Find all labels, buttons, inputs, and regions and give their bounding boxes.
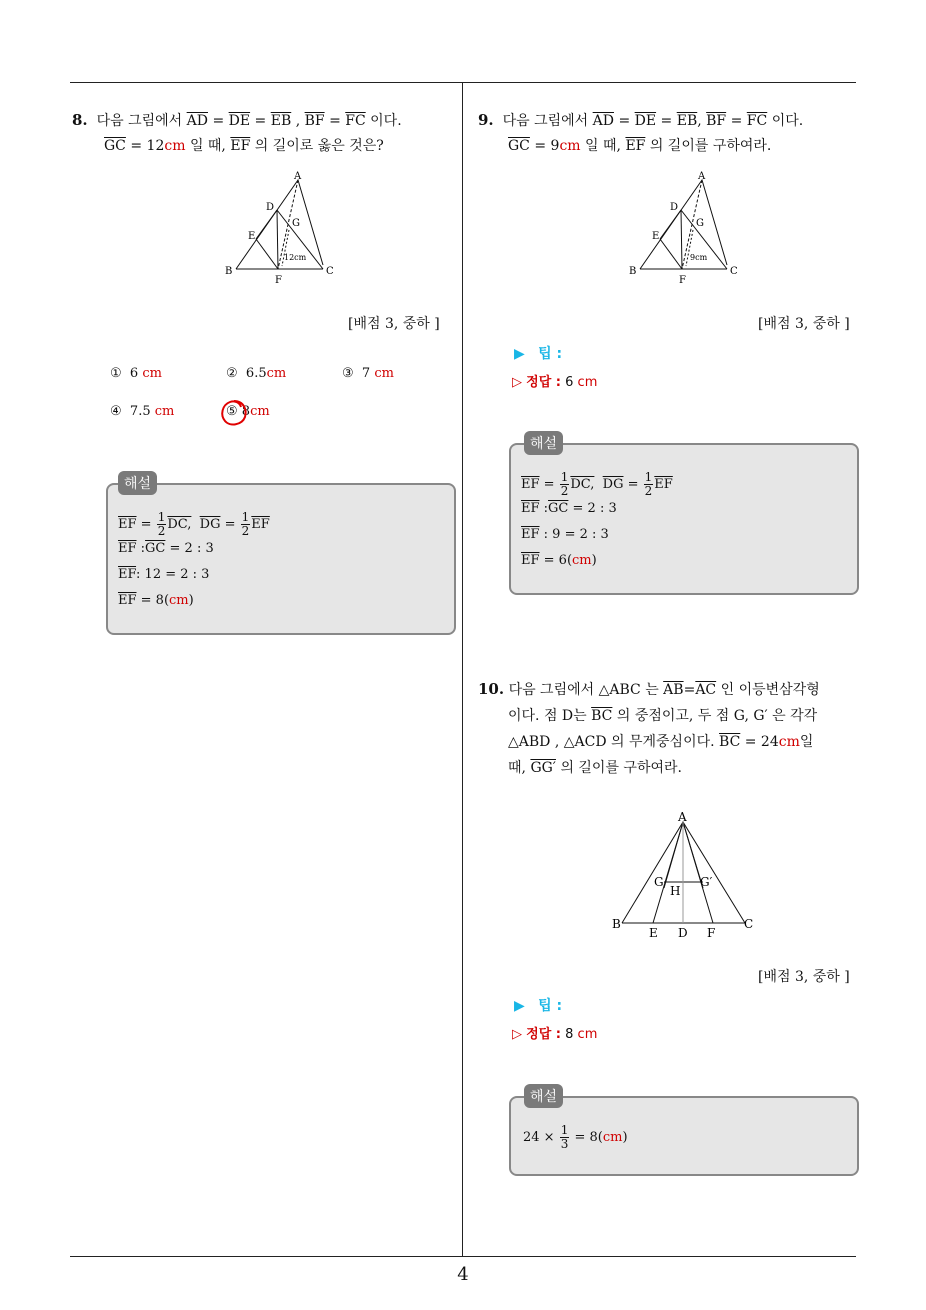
ratio-value: = 2 : 3 bbox=[572, 501, 617, 516]
triangle-figure-8 bbox=[220, 168, 340, 288]
paren: ) bbox=[591, 553, 597, 568]
question-text: 일 bbox=[799, 734, 814, 750]
question-8 bbox=[72, 108, 456, 159]
correct-answer-circle bbox=[218, 397, 250, 429]
play-icon: ▶ bbox=[514, 998, 525, 1014]
segment-fc: $\overline{FC}$ bbox=[746, 113, 768, 129]
solution-box-8 bbox=[106, 483, 456, 635]
label-b: B bbox=[612, 917, 621, 931]
fraction bbox=[644, 471, 654, 498]
choice-mark: ⑤ bbox=[226, 404, 238, 419]
unit: cm bbox=[778, 734, 800, 750]
segment-eb: $\overline{EB}$ bbox=[270, 113, 292, 129]
label-gprime: G′ bbox=[700, 875, 713, 889]
score-10: [배점 3, 중하 ] bbox=[758, 969, 850, 985]
segment-ef: $\overline{EF}$ bbox=[251, 517, 270, 532]
score-8: [배점 3, 중하 ] bbox=[348, 316, 440, 332]
label-a: A bbox=[698, 171, 706, 182]
segment-ef: $\overline{EF}$ bbox=[654, 477, 673, 492]
unit: cm bbox=[266, 366, 287, 381]
tip-row-10 bbox=[514, 995, 562, 1015]
expression: 24 × bbox=[523, 1130, 555, 1145]
play-icon: ▶ bbox=[514, 346, 525, 362]
denominator: 2 bbox=[560, 484, 569, 498]
segment-de: $\overline{DE}$ bbox=[634, 113, 657, 129]
comma: , bbox=[295, 113, 301, 129]
label-a: A bbox=[294, 171, 302, 182]
segment-ad: $\overline{AD}$ bbox=[592, 113, 614, 129]
solution-line-4 bbox=[521, 553, 597, 568]
segment-ef: $\overline{EF}$ bbox=[118, 567, 137, 582]
choice-mark: ① bbox=[110, 366, 122, 381]
segment-dg: $\overline{DG}$ bbox=[602, 477, 624, 492]
numerator: 1 bbox=[560, 1123, 569, 1137]
equals: = bbox=[618, 113, 631, 129]
equals: = bbox=[627, 477, 639, 492]
question-text: 일 때, bbox=[585, 138, 621, 154]
question-text: 의 길이를 구하여라. bbox=[560, 760, 682, 776]
label-c: C bbox=[730, 266, 738, 277]
segment-eb: $\overline{EB}$ bbox=[676, 113, 698, 129]
ratio-value: : 12 = 2 : 3 bbox=[136, 567, 210, 582]
segment-ef: $\overline{EF}$ bbox=[625, 138, 646, 154]
unit: cm bbox=[164, 138, 186, 154]
segment-ab: $\overline{AB}$ bbox=[663, 682, 684, 698]
segment-gc: $\overline{GC}$ bbox=[548, 501, 569, 516]
question-text: 의 중점이고, 두 점 G, G′ 은 각각 bbox=[616, 708, 818, 724]
paren: ) bbox=[188, 593, 194, 608]
label-d: D bbox=[670, 202, 679, 213]
segment-dc: DC, bbox=[167, 517, 192, 532]
result: = 8( bbox=[574, 1130, 603, 1145]
tip-row-9 bbox=[514, 343, 562, 363]
unit: cm bbox=[154, 404, 175, 419]
ratio: : bbox=[140, 541, 146, 556]
question-number: 8. bbox=[72, 111, 88, 129]
question-text: 인 이등변삼각형 bbox=[720, 682, 820, 698]
answer-row-10 bbox=[512, 1023, 597, 1042]
solution-line-3 bbox=[521, 527, 609, 542]
question-9 bbox=[478, 108, 862, 159]
paren: ) bbox=[622, 1130, 628, 1145]
segment-ef: $\overline{EF}$ bbox=[118, 541, 137, 556]
numerator: 1 bbox=[644, 470, 653, 484]
equals: = bbox=[683, 682, 696, 698]
label-e: E bbox=[652, 231, 660, 242]
numerator: 1 bbox=[560, 470, 569, 484]
fraction bbox=[560, 471, 570, 498]
solution-box-10 bbox=[509, 1096, 859, 1176]
equals: = bbox=[254, 113, 267, 129]
segment-gc: $\overline{GC}$ bbox=[104, 138, 126, 154]
numerator: 1 bbox=[241, 510, 250, 524]
numerator: 1 bbox=[157, 510, 166, 524]
equals: = bbox=[224, 517, 236, 532]
segment-gc: $\overline{GC}$ bbox=[508, 138, 530, 154]
denominator: 2 bbox=[644, 484, 653, 498]
bottom-rule bbox=[70, 1256, 856, 1257]
equals: = bbox=[140, 517, 152, 532]
top-rule bbox=[70, 82, 856, 83]
triangle-figure-9 bbox=[624, 168, 744, 288]
choice-value: 8 bbox=[241, 404, 251, 419]
label-d: D bbox=[678, 926, 688, 940]
unit: cm bbox=[169, 593, 189, 608]
segment-fc: $\overline{FC}$ bbox=[345, 113, 366, 129]
unit: cm bbox=[602, 1130, 623, 1145]
segment-ef: $\overline{EF}$ bbox=[118, 593, 137, 608]
triangle-figure-10 bbox=[606, 806, 766, 942]
segment-ef: $\overline{EF}$ bbox=[521, 553, 540, 568]
segment-dc: DC, bbox=[570, 477, 595, 492]
fraction bbox=[560, 1124, 570, 1151]
question-10 bbox=[478, 676, 862, 781]
unit: cm bbox=[577, 375, 598, 390]
solution-line-4 bbox=[118, 593, 194, 608]
label-f: F bbox=[707, 926, 716, 940]
solution-tag: 해설 bbox=[524, 431, 563, 455]
unit: cm bbox=[142, 366, 162, 381]
unit: cm bbox=[577, 1027, 598, 1042]
denominator: 2 bbox=[157, 524, 166, 538]
segment-ef: $\overline{EF}$ bbox=[118, 517, 137, 532]
unit: cm bbox=[250, 404, 270, 419]
segment-bf: $\overline{BF}$ bbox=[706, 113, 727, 129]
choice-1[interactable] bbox=[110, 366, 162, 381]
question-text: 다음 그림에서 bbox=[502, 113, 589, 129]
solution-line-2 bbox=[118, 541, 214, 556]
label-c: C bbox=[744, 917, 754, 931]
segment-gc: $\overline{GC}$ bbox=[145, 541, 166, 556]
answer-value: 8 bbox=[565, 1027, 574, 1042]
question-text: 때, bbox=[508, 760, 526, 776]
equals: = bbox=[212, 113, 225, 129]
choice-value: 6 bbox=[129, 366, 139, 381]
solution-line-1 bbox=[118, 511, 270, 538]
label-a: A bbox=[678, 810, 687, 824]
choice-value: 6.5 bbox=[245, 366, 267, 381]
segment-ac: $\overline{AC}$ bbox=[695, 682, 717, 698]
question-text: 일 때, bbox=[189, 138, 226, 154]
segment-bf: $\overline{BF}$ bbox=[304, 113, 325, 129]
ratio-value: = 2 : 3 bbox=[169, 541, 214, 556]
answer-label: 정답 : bbox=[526, 375, 561, 390]
label-f: F bbox=[275, 275, 282, 286]
segment-ef: $\overline{EF}$ bbox=[521, 501, 540, 516]
segment-ef: $\overline{EF}$ bbox=[521, 477, 540, 492]
solution-tag: 해설 bbox=[524, 1084, 563, 1108]
question-text: 다음 그림에서 △ABC 는 bbox=[508, 682, 659, 698]
label-c: C bbox=[326, 266, 334, 277]
segment-ef: $\overline{EF}$ bbox=[230, 138, 251, 154]
question-text: 다음 그림에서 bbox=[96, 113, 183, 129]
solution-line-2 bbox=[521, 501, 617, 516]
fraction bbox=[241, 511, 251, 538]
choice-mark: ② bbox=[226, 366, 238, 381]
label-b: B bbox=[629, 266, 637, 277]
segment-ggprime: GG′ bbox=[530, 760, 556, 776]
solution-box-9 bbox=[509, 443, 859, 595]
ratio: : bbox=[543, 501, 549, 516]
gc-value: = 12 bbox=[130, 138, 165, 154]
solution-line-3 bbox=[118, 567, 209, 582]
label-h: H bbox=[670, 884, 681, 898]
solution-line-1 bbox=[521, 471, 673, 498]
label-e: E bbox=[248, 231, 256, 242]
unit: cm bbox=[559, 138, 581, 154]
label-b: B bbox=[225, 266, 233, 277]
bc-value: = 24 bbox=[744, 734, 779, 750]
question-number: 10. bbox=[478, 680, 505, 698]
denominator: 3 bbox=[560, 1137, 569, 1151]
choice-mark: ④ bbox=[110, 404, 122, 419]
denominator: 2 bbox=[241, 524, 250, 538]
equals: = bbox=[660, 113, 673, 129]
answer-label: 정답 : bbox=[526, 1027, 561, 1042]
answer-arrow-icon: ▷ bbox=[512, 1027, 522, 1042]
segment-de: $\overline{DE}$ bbox=[228, 113, 251, 129]
tip-label: 팁 : bbox=[538, 998, 563, 1014]
choice-2[interactable] bbox=[226, 366, 286, 381]
label-g: G bbox=[292, 218, 300, 229]
label-f: F bbox=[679, 275, 686, 286]
question-text: 이다. bbox=[771, 113, 804, 129]
unit: cm bbox=[374, 366, 394, 381]
segment-bc: $\overline{BC}$ bbox=[591, 708, 613, 724]
segment-ef: $\overline{EF}$ bbox=[521, 527, 540, 542]
label-length: 12cm bbox=[284, 253, 307, 262]
choice-value: 7.5 bbox=[129, 404, 151, 419]
question-text: 이다. bbox=[370, 113, 402, 129]
unit: cm bbox=[572, 553, 592, 568]
choice-value: 7 bbox=[361, 366, 371, 381]
page-number: 4 bbox=[457, 1264, 469, 1285]
tip-label: 팁 : bbox=[538, 346, 563, 362]
question-text: 의 길이로 옳은 것은? bbox=[254, 138, 384, 154]
equals: = bbox=[730, 113, 743, 129]
question-text: 의 길이를 구하여라. bbox=[649, 138, 772, 154]
label-e: E bbox=[649, 926, 658, 940]
answer-arrow-icon: ▷ bbox=[512, 375, 522, 390]
question-text: △ABD , △ACD 의 무게중심이다. bbox=[508, 734, 715, 750]
score-9: [배점 3, 중하 ] bbox=[758, 316, 850, 332]
label-g: G bbox=[696, 218, 704, 229]
question-text: 이다. 점 D는 bbox=[508, 708, 587, 724]
label-g: G bbox=[654, 875, 664, 889]
choice-mark: ③ bbox=[342, 366, 354, 381]
answer-value: 6 bbox=[565, 375, 574, 390]
column-divider bbox=[462, 82, 463, 1256]
label-length: 9cm bbox=[690, 253, 708, 262]
comma: , bbox=[697, 113, 702, 129]
label-d: D bbox=[266, 202, 275, 213]
answer-row-9 bbox=[512, 371, 597, 390]
choice-4[interactable] bbox=[110, 404, 174, 419]
ratio-value: : 9 = 2 : 3 bbox=[543, 527, 609, 542]
solution-tag: 해설 bbox=[118, 471, 157, 495]
equals: = bbox=[329, 113, 341, 129]
gc-value: = 9 bbox=[534, 138, 560, 154]
segment-ad: $\overline{AD}$ bbox=[186, 113, 208, 129]
equals: = bbox=[543, 477, 555, 492]
result: = 6( bbox=[543, 553, 573, 568]
choice-3[interactable] bbox=[342, 366, 394, 381]
solution-line-1 bbox=[523, 1124, 628, 1151]
question-number: 9. bbox=[478, 111, 494, 129]
result: = 8( bbox=[140, 593, 170, 608]
fraction bbox=[157, 511, 167, 538]
segment-dg: $\overline{DG}$ bbox=[199, 517, 221, 532]
segment-bc: $\overline{BC}$ bbox=[719, 734, 741, 750]
